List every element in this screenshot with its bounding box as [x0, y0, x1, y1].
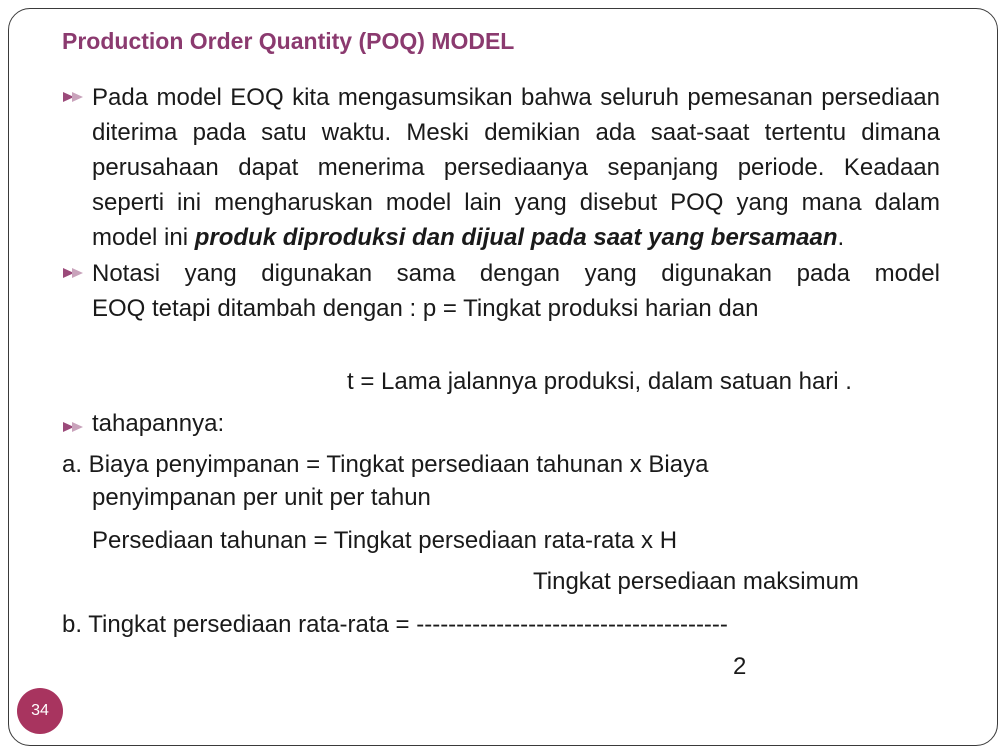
step-a-line-1: a. Biaya penyimpanan = Tingkat persediaan tahunan x Biaya: [62, 451, 709, 478]
step-a-line-3: Persediaan tahunan = Tingkat persediaan rata-rata x H: [92, 527, 678, 554]
bullet-item-notation: [56, 256, 940, 326]
step-b-line: b. Tingkat persediaan rata-rata = ---------------------------------------: [62, 611, 728, 638]
slide-body: [56, 80, 940, 326]
bullet-item-poq-description: [56, 80, 940, 255]
formula-numerator: Tingkat persediaan maksimum: [533, 568, 859, 595]
formula-denominator: 2: [733, 653, 747, 680]
arrow-bullet-icon: [62, 89, 88, 105]
arrow-bullet-icon: [62, 265, 88, 281]
notation-line-2: EOQ tetapi ditambah dengan : p = Tingkat produksi harian dan: [92, 295, 759, 322]
notation-line-3: t = Lama jalannya produksi, dalam satuan hari .: [347, 368, 852, 395]
arrow-bullet-icon: [62, 419, 88, 435]
page-number-badge: 34: [17, 688, 63, 734]
slide-title: Production Order Quantity (POQ) MODEL: [62, 28, 515, 54]
steps-heading: tahapannya:: [92, 410, 225, 437]
paragraph-text: Pada model EOQ kita mengasumsikan bahwa seluruh pemesanan persediaan diterima pada satu waktu. Meski demikian ada saat-saat tertentu dimana perusahaan dapat menerima persediaanya sepanjang periode. Keadaan seperti ini mengharuskan model lain yang disebut POQ yang mana dalam model ini: [92, 84, 940, 251]
emphasis-text: produk diproduksi dan dijual pada saat yang bersamaan: [194, 224, 838, 251]
notation-line-1: Notasi yang digunakan sama dengan yang digunakan pada model: [92, 260, 940, 287]
paragraph-end: .: [837, 224, 845, 251]
step-a-line-2: penyimpanan per unit per tahun: [92, 484, 431, 511]
